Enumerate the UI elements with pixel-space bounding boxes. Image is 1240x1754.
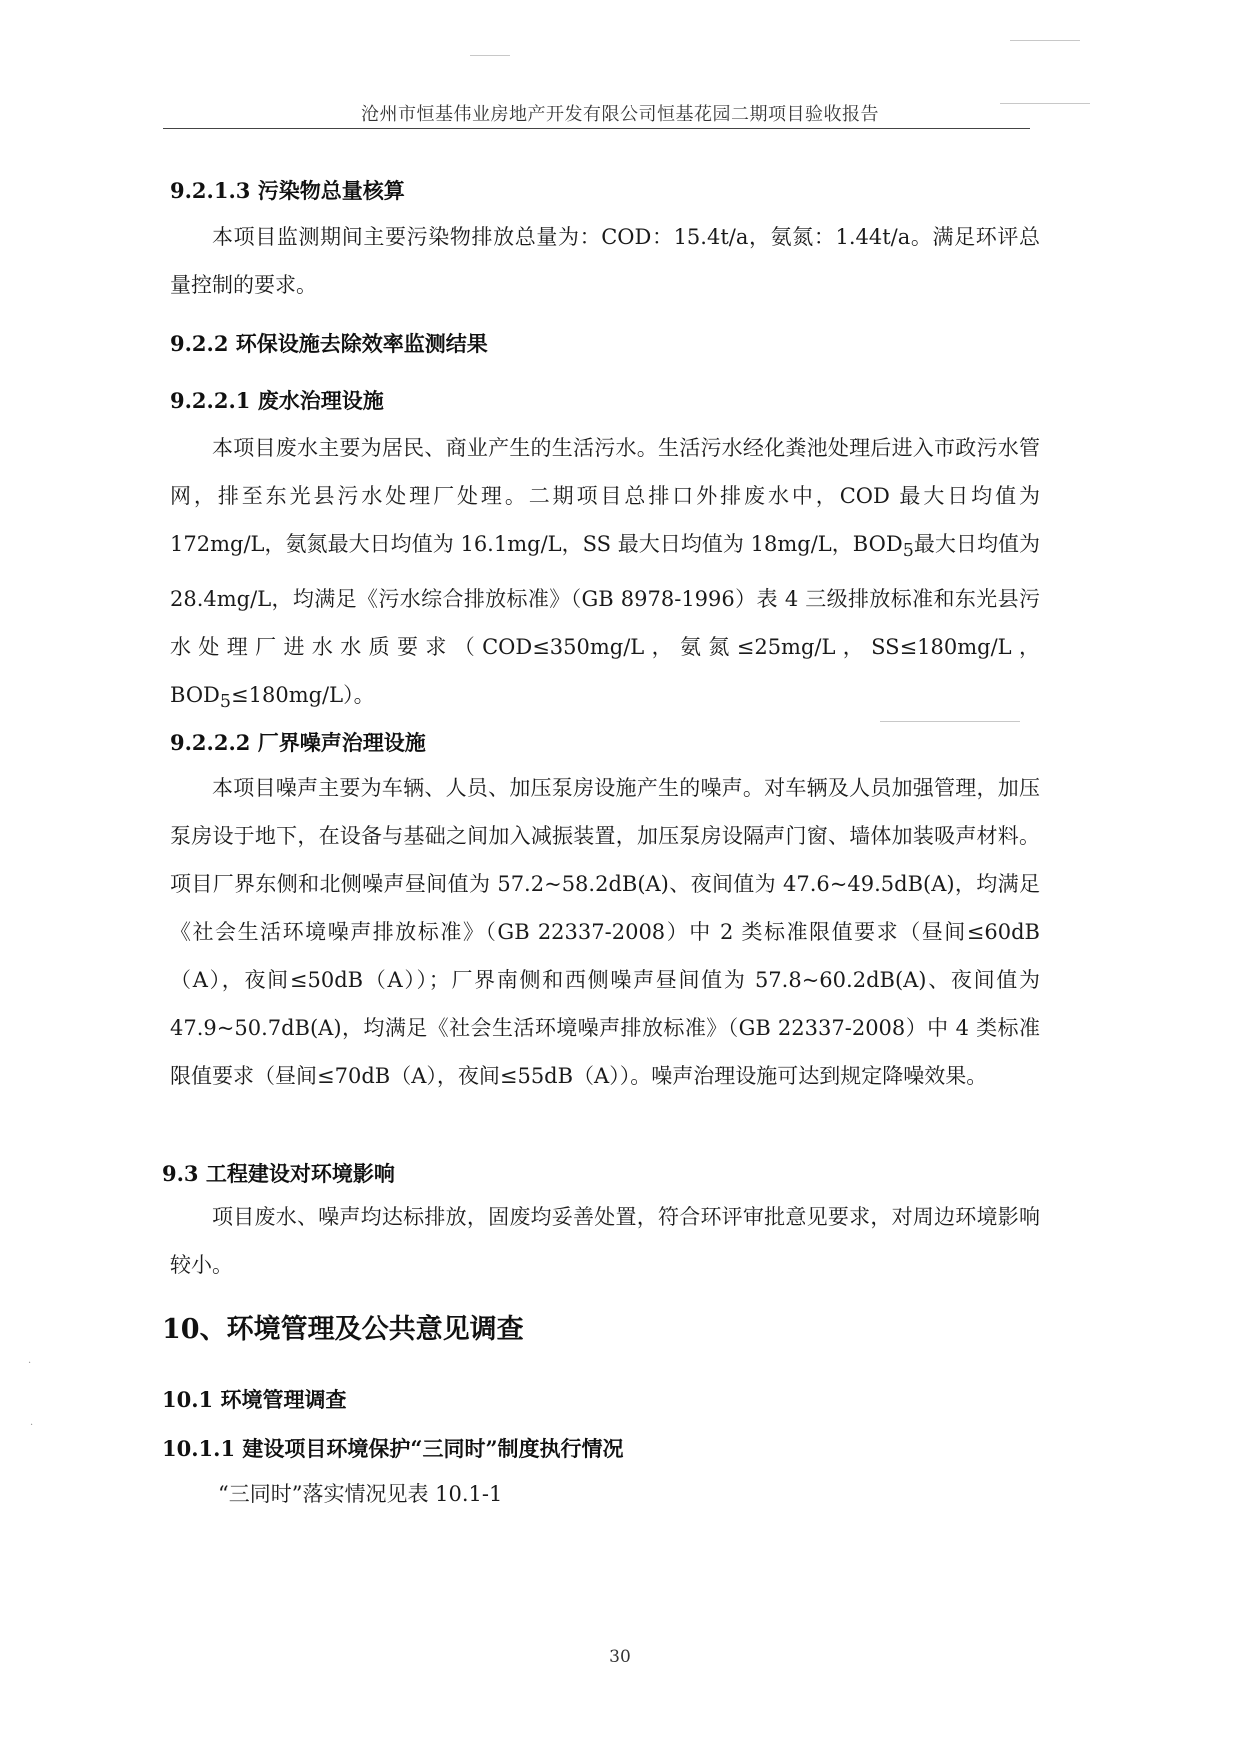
section-heading-9-3: 9.3 工程建设对环境影响 (162, 1161, 395, 1186)
page-number: 30 (609, 1647, 631, 1667)
scan-speck: · (28, 1358, 32, 1369)
scan-artifact-line (470, 55, 510, 56)
section-heading-9-2-2-2: 9.2.2.2 厂界噪声治理设施 (170, 730, 426, 755)
paragraph-noise: 本项目噪声主要为车辆、人员、加压泵房设施产生的噪声。对车辆及人员加强管理，加压泵房设于地下，在设备与基础之间加入减振装置，加压泵房设隔声门窗、墙体加装吸声材料。项目厂界东侧和北侧噪声昼间值为 57.2~58.2dB(A)、夜间值为 47.6~49.5dB(A)，均满足《社会生活环境噪声排放标准》（GB 22337-2008）中 2 类标准限值要求（昼间≤60dB（A），夜间≤50dB（A））；厂界南侧和西侧噪声昼间值为 57.8~60.2dB(A)、夜间值为 47.9~50.7dB(A)，均满足《社会生活环境噪声排放标准》（GB 22337-2008）中 4 类标准限值要求（昼间≤70dB（A），夜间≤55dB（A））。噪声治理设施可达到规定降噪效果。 (170, 776, 1040, 1088)
scan-speck: · (30, 1420, 34, 1431)
section-heading-9-2-2-1: 9.2.2.1 废水治理设施 (170, 388, 384, 413)
paragraph-pollutant-total: 本项目监测期间主要污染物排放总量为：COD：15.4t/a，氨氮：1.44t/a。满足环评总量控制的要求。 (170, 225, 1040, 297)
wastewater-text-c: ≤180mg/L）。 (231, 683, 375, 708)
paragraph-environment-impact: 项目废水、噪声均达标排放，固废均妥善处置，符合环评审批意见要求，对周边环境影响较小。 (170, 1205, 1040, 1277)
section-heading-9-2-2: 9.2.2 环保设施去除效率监测结果 (170, 331, 488, 356)
chapter-heading-10: 10、环境管理及公共意见调查 (162, 1314, 524, 1345)
wastewater-text-b: 最大日均值为 28.4mg/L，均满足《污水综合排放标准》（GB 8978-1996）表 4 三级排放标准和东光县污水处理厂进水水质要求（COD≤350mg/L，氨氮≤25mg/L，SS≤180mg/L，BOD (170, 532, 1041, 708)
section-heading-10-1-1: 10.1.1 建设项目环境保护“三同时”制度执行情况 (162, 1436, 624, 1461)
wastewater-text-a: 本项目废水主要为居民、商业产生的生活污水。生活污水经化粪池处理后进入市政污水管网，排至东光县污水处理厂处理。二期项目总排口外排废水中，COD 最大日均值为 172mg/L，氨氮最大日均值为 16.1mg/L，SS 最大日均值为 18mg/L，BOD (170, 436, 1040, 556)
paragraph-wastewater (170, 424, 1040, 726)
paragraph-three-simultaneous: “三同时”落实情况见表 10.1-1 (218, 1482, 503, 1506)
bod-subscript: 5 (219, 692, 232, 713)
section-heading-9-2-1-3: 9.2.1.3 污染物总量核算 (170, 178, 405, 203)
running-header: 沧州市恒基伟业房地产开发有限公司恒基花园二期项目验收报告 (361, 104, 879, 125)
section-heading-10-1: 10.1 环境管理调查 (162, 1387, 347, 1412)
header-rule (163, 128, 1030, 129)
scan-artifact-line (1010, 40, 1080, 41)
bod-subscript: 5 (902, 541, 914, 562)
